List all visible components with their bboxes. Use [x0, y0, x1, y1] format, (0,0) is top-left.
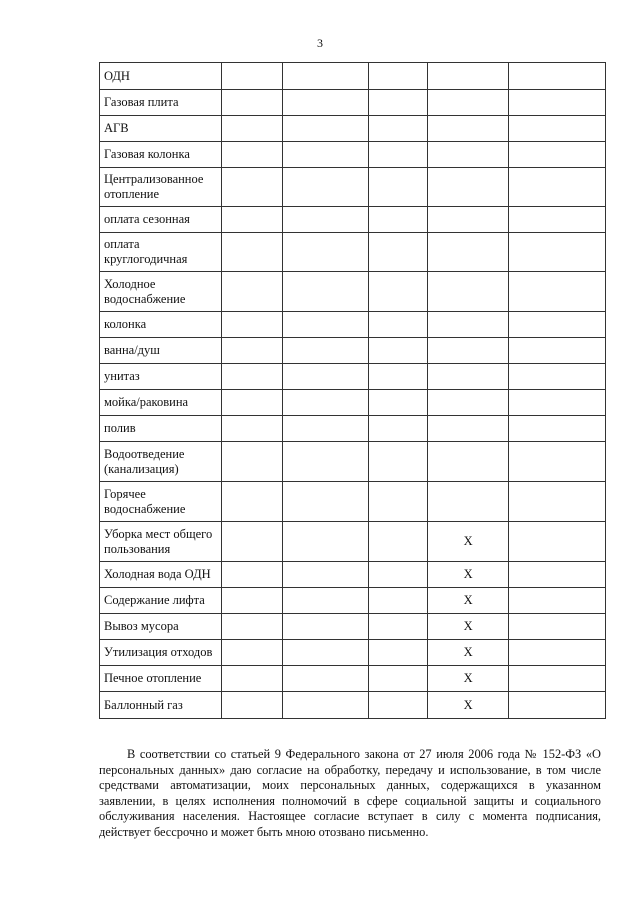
empty-cell — [509, 142, 606, 168]
empty-cell — [369, 338, 428, 364]
empty-cell — [222, 562, 283, 588]
mark-cell — [428, 312, 509, 338]
empty-cell — [222, 666, 283, 692]
empty-cell — [509, 364, 606, 390]
service-name-cell: Газовая плита — [100, 90, 222, 116]
mark-cell: X — [428, 588, 509, 614]
empty-cell — [283, 233, 369, 272]
empty-cell — [283, 614, 369, 640]
service-name-cell: Вывоз мусора — [100, 614, 222, 640]
empty-cell — [283, 562, 369, 588]
table-row — [100, 640, 606, 666]
empty-cell — [283, 522, 369, 562]
mark-cell — [428, 233, 509, 272]
empty-cell — [222, 482, 283, 522]
empty-cell — [369, 614, 428, 640]
empty-cell — [283, 416, 369, 442]
empty-cell — [222, 614, 283, 640]
table-row — [100, 482, 606, 522]
empty-cell — [369, 90, 428, 116]
empty-cell — [509, 390, 606, 416]
empty-cell — [509, 588, 606, 614]
empty-cell — [283, 168, 369, 207]
table-row — [100, 312, 606, 338]
empty-cell — [222, 522, 283, 562]
mark-cell — [428, 63, 509, 90]
empty-cell — [222, 364, 283, 390]
empty-cell — [222, 692, 283, 719]
empty-cell — [369, 312, 428, 338]
empty-cell — [369, 666, 428, 692]
table-row — [100, 116, 606, 142]
service-name-cell: АГВ — [100, 116, 222, 142]
empty-cell — [283, 666, 369, 692]
empty-cell — [369, 63, 428, 90]
empty-cell — [283, 692, 369, 719]
service-name-cell: полив — [100, 416, 222, 442]
empty-cell — [509, 482, 606, 522]
mark-cell — [428, 416, 509, 442]
empty-cell — [509, 168, 606, 207]
empty-cell — [283, 142, 369, 168]
empty-cell — [509, 666, 606, 692]
table-row — [100, 233, 606, 272]
mark-cell — [428, 272, 509, 312]
service-name-cell: оплата сезонная — [100, 207, 222, 233]
empty-cell — [283, 63, 369, 90]
empty-cell — [222, 116, 283, 142]
table-row — [100, 522, 606, 562]
empty-cell — [509, 312, 606, 338]
service-name-cell: Печное отопление — [100, 666, 222, 692]
empty-cell — [509, 63, 606, 90]
empty-cell — [283, 272, 369, 312]
empty-cell — [369, 588, 428, 614]
service-name-cell: Утилизация отходов — [100, 640, 222, 666]
mark-cell — [428, 168, 509, 207]
empty-cell — [283, 442, 369, 482]
table-row — [100, 63, 606, 90]
empty-cell — [222, 233, 283, 272]
empty-cell — [369, 416, 428, 442]
empty-cell — [369, 640, 428, 666]
mark-cell: X — [428, 562, 509, 588]
empty-cell — [222, 63, 283, 90]
mark-cell — [428, 338, 509, 364]
empty-cell — [283, 482, 369, 522]
empty-cell — [509, 416, 606, 442]
table-row — [100, 666, 606, 692]
table-row — [100, 364, 606, 390]
mark-cell: X — [428, 522, 509, 562]
service-name-cell: Уборка мест общего пользования — [100, 522, 222, 562]
service-name-cell: оплата круглогодичная — [100, 233, 222, 272]
table-row — [100, 416, 606, 442]
empty-cell — [369, 692, 428, 719]
empty-cell — [369, 442, 428, 482]
table-row — [100, 614, 606, 640]
service-name-cell: Водоотведение (канализация) — [100, 442, 222, 482]
service-name-cell: Содержание лифта — [100, 588, 222, 614]
empty-cell — [283, 338, 369, 364]
service-name-cell: Газовая колонка — [100, 142, 222, 168]
table-row — [100, 168, 606, 207]
service-name-cell: Холодное водоснабжение — [100, 272, 222, 312]
empty-cell — [222, 442, 283, 482]
empty-cell — [283, 588, 369, 614]
empty-cell — [369, 168, 428, 207]
table-row — [100, 272, 606, 312]
empty-cell — [283, 640, 369, 666]
empty-cell — [283, 364, 369, 390]
empty-cell — [283, 90, 369, 116]
table-row — [100, 562, 606, 588]
mark-cell — [428, 390, 509, 416]
empty-cell — [369, 233, 428, 272]
empty-cell — [369, 116, 428, 142]
empty-cell — [222, 168, 283, 207]
empty-cell — [222, 640, 283, 666]
service-name-cell: ОДН — [100, 63, 222, 90]
empty-cell — [222, 90, 283, 116]
table-row — [100, 90, 606, 116]
table-row — [100, 142, 606, 168]
consent-paragraph: В соответствии со статьей 9 Федерального закона от 27 июля 2006 года № 152-ФЗ «О персональных данных» даю согласие на обработку, передачу и использование, в том числе средствами автоматизации, моих персональных данных, содержащихся в указанном заявлении, в целях исполнения полномочий в сфере социальной защиты и социального обслуживания населения. Настоящее согласие вступает в силу с момента подписания, действует бессрочно и может быть мною отозвано письменно. — [99, 747, 601, 839]
mark-cell — [428, 116, 509, 142]
mark-cell — [428, 207, 509, 233]
service-name-cell: Баллонный газ — [100, 692, 222, 719]
service-name-cell: колонка — [100, 312, 222, 338]
table-row — [100, 390, 606, 416]
empty-cell — [369, 364, 428, 390]
table-row — [100, 338, 606, 364]
table-row — [100, 692, 606, 719]
empty-cell — [509, 233, 606, 272]
service-name-cell: Централизованное отопление — [100, 168, 222, 207]
empty-cell — [222, 588, 283, 614]
empty-cell — [509, 692, 606, 719]
empty-cell — [509, 640, 606, 666]
empty-cell — [222, 338, 283, 364]
table-row — [100, 588, 606, 614]
empty-cell — [509, 116, 606, 142]
table-row — [100, 207, 606, 233]
empty-cell — [222, 142, 283, 168]
empty-cell — [369, 482, 428, 522]
service-name-cell: ванна/душ — [100, 338, 222, 364]
mark-cell — [428, 482, 509, 522]
empty-cell — [222, 207, 283, 233]
page-number: 3 — [317, 36, 323, 50]
mark-cell — [428, 90, 509, 116]
service-name-cell: Горячее водоснабжение — [100, 482, 222, 522]
empty-cell — [369, 522, 428, 562]
empty-cell — [369, 142, 428, 168]
empty-cell — [369, 207, 428, 233]
mark-cell — [428, 364, 509, 390]
empty-cell — [509, 562, 606, 588]
empty-cell — [369, 272, 428, 312]
empty-cell — [509, 90, 606, 116]
mark-cell — [428, 142, 509, 168]
table-row — [100, 442, 606, 482]
mark-cell — [428, 442, 509, 482]
empty-cell — [222, 272, 283, 312]
service-name-cell: мойка/раковина — [100, 390, 222, 416]
empty-cell — [369, 390, 428, 416]
empty-cell — [509, 207, 606, 233]
empty-cell — [509, 272, 606, 312]
services-table — [99, 62, 606, 719]
empty-cell — [509, 442, 606, 482]
empty-cell — [509, 614, 606, 640]
empty-cell — [283, 116, 369, 142]
mark-cell: X — [428, 640, 509, 666]
empty-cell — [283, 312, 369, 338]
mark-cell: X — [428, 614, 509, 640]
empty-cell — [509, 522, 606, 562]
empty-cell — [283, 207, 369, 233]
empty-cell — [283, 390, 369, 416]
mark-cell: X — [428, 666, 509, 692]
empty-cell — [222, 312, 283, 338]
empty-cell — [222, 416, 283, 442]
empty-cell — [509, 338, 606, 364]
mark-cell: X — [428, 692, 509, 719]
service-name-cell: Холодная вода ОДН — [100, 562, 222, 588]
empty-cell — [222, 390, 283, 416]
service-name-cell: унитаз — [100, 364, 222, 390]
empty-cell — [369, 562, 428, 588]
